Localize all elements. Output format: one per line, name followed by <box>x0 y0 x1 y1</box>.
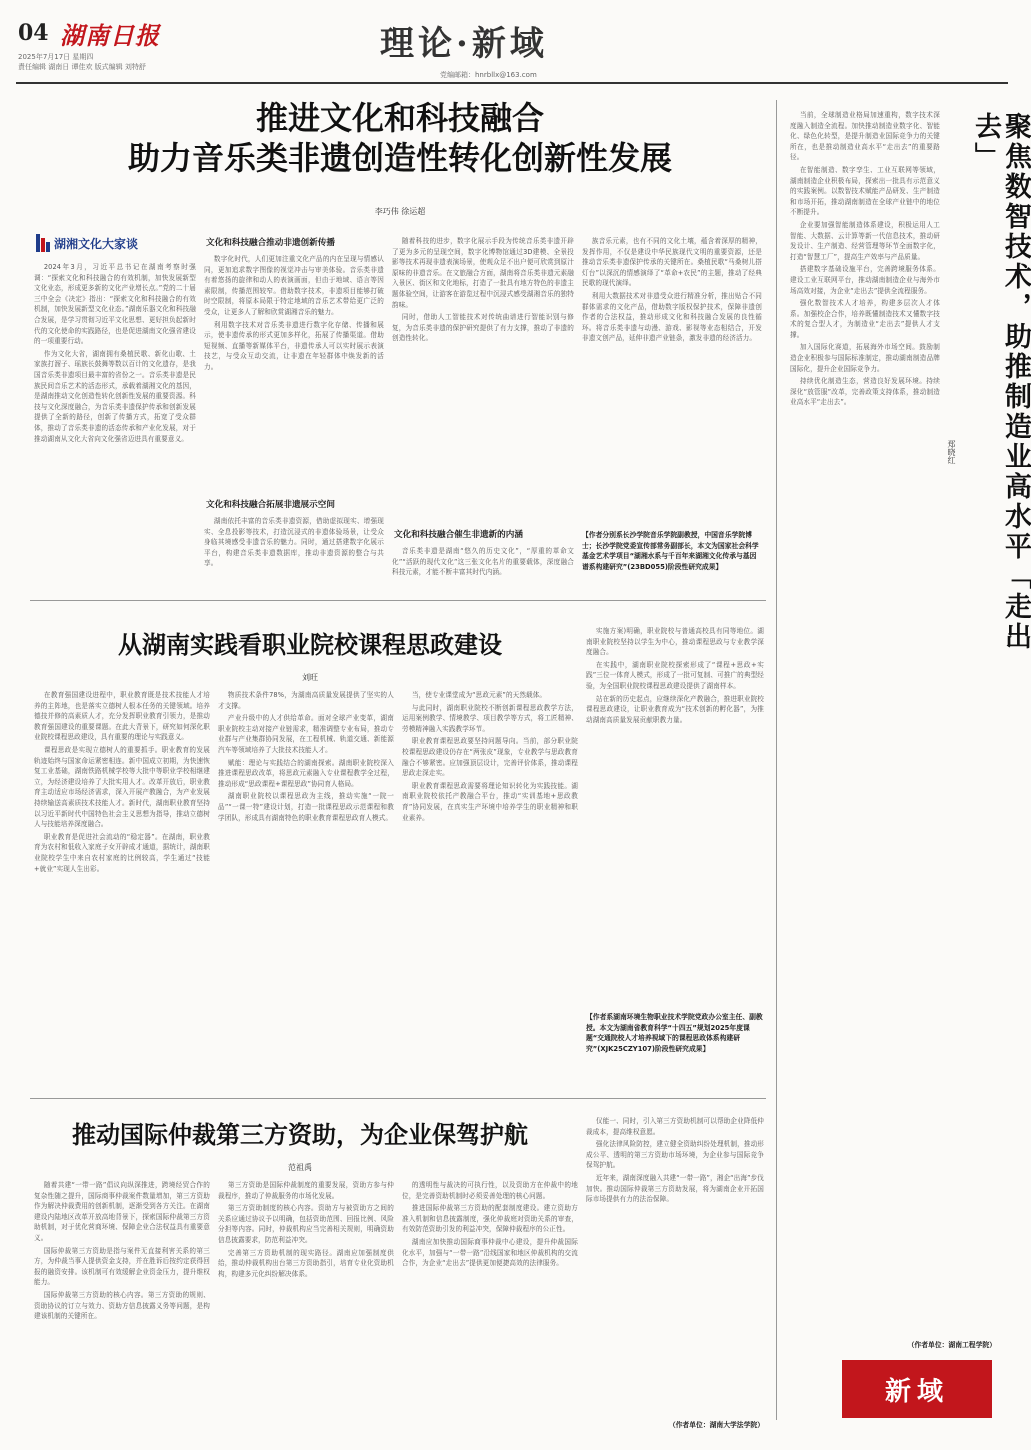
paragraph: 作为文化大省，湖南拥有桑植民歌、新化山歌、土家族打溜子、瑶族长鼓舞等数以百计的文化遗存，是我国音乐类非遗项目最丰富的省份之一。音乐类非遗是民族民间音乐艺术的活态形式，承载着湖湘文化的基因，是湖南推动文化创造性转化创新性发展的重要资源。科技与文化深度融合，为音乐类非遗保护传承和创新发展提供了全新的路径，创新了传播方式，拓宽了受众群体，推动了音乐类非遗的活态传承和产业化发展，对于推动湖南从文化大省向文化强省迈进具有重要意义。 <box>34 349 196 443</box>
paragraph: 近年来，湖南深度融入共建“一带一路”，湘企“出海”步伐加快。推动国际仲裁第三方资助发展，将为湖南企业开拓国际市场提供有力的法治保障。 <box>586 1173 764 1204</box>
paragraph: 2024年3月，习近平总书记在湖南考察时强调：“探索文化和科技融合的有效机制，加快发展新型文化业态，形成更多新的文化产业增长点。”党的二十届三中全会《决定》指出：“探索文化和科技融合的有效机制，加快发展新型文化业态。”湖南乐器文化和科技融合发展，是学习贯彻习近平文化思想、更好担负起新时代的文化使命的实践路径，也是促进湖南文化强省建设的一项重要行动。 <box>34 263 196 346</box>
article1-col1 <box>34 262 196 592</box>
paragraph: 课程思政是实现立德树人的重要抓手。职业教育的发展轨迹始终与国家命运紧密相连。新中国成立初期，为快速恢复工业基础，湖南铁路机械学校等大批中等职业学校相继建立，为经济建设培养了大批实用人才。改革开放后，职业教育主动适应市场经济需求，深入开展产教融合，为产业发展持续输送高素质技术技能人才。新时代，湖南职业教育坚持以习近平新时代中国特色社会主义思想为指导，推动立德树人与技能培养深度融合。 <box>34 745 210 829</box>
article-divider <box>30 600 766 601</box>
paper-logo: 湖南日报 <box>60 21 160 50</box>
paragraph: 职业教育课程思政需要将理论知识转化为实践技能。湖南职业院校依托产教融合平台，推动“实训基地+思政教育”协同发展，在真实生产环境中培养学生的职业精神和职业素养。 <box>402 781 578 822</box>
article2-author: 刘旺 <box>302 673 318 682</box>
paragraph: 利用数字技术对音乐类非遗进行数字化存储、传播和展示，使非遗传承的形式更加多样化，拓展了传播渠道。借助短视频、直播等新媒体平台，非遗传承人可以实时展示表演技艺，与受众互动交流，让非遗在年轻群体中焕发新的活力。 <box>204 320 384 371</box>
paragraph: 强化数智技术人才培养，构建多层次人才体系。加强校企合作，培养既懂制造技术又懂数字技术的复合型人才，为制造业“走出去”提供人才支撑。 <box>790 299 940 339</box>
paragraph: 强化法律风险防控，建立健全资助纠纷处理机制，推动形成公平、透明的第三方资助市场环境，为企业参与国际竞争保驾护航。 <box>586 1140 764 1170</box>
paragraph: 国际仲裁第三方资助的核心内容。第三方资助的规则、资助协议的订立与效力、资助方信息披露义务等问题，是构建该机制的关键所在。 <box>34 1290 210 1321</box>
paragraph: 推进国际仲裁第三方资助的配套制度建设。建立资助方准入机制和信息披露制度，强化仲裁庭对资助关系的审查，有效防范资助引发的利益冲突，保障仲裁程序的公正性。 <box>402 1204 578 1234</box>
article1-col2 <box>204 254 384 490</box>
section-editor: 党编邮箱：hnrbllx@163.com <box>440 71 537 79</box>
article1-subheading3: 文化和科技融合催生非遗新的内涵 <box>394 530 523 540</box>
article3-col1 <box>34 1180 210 1430</box>
article1-subheading2: 文化和科技融合拓展非遗展示空间 <box>206 500 335 510</box>
article1-title <box>40 98 760 178</box>
paragraph: 当前，全球制造业格局加速重构，数字技术深度融入制造全流程。加快推动制造业数字化、智能化、绿色化转型，是提升制造业国际竞争力的关键所在，也是推动制造业高水平“走出去”的重要路径。 <box>790 111 940 162</box>
paragraph: 完善第三方资助机制的现实路径。湖南应加强制度供给，推动仲裁机构出台第三方资助指引，培育专业化资助机构，构建多元化纠纷解决体系。 <box>218 1248 394 1278</box>
article2-col3 <box>402 690 578 1090</box>
paragraph: 在智能制造、数字孪生、工业互联网等领域，湖南制造企业积极布局，探索出一批具有示范意义的实践案例。以数智技术赋能产品研发、生产制造和市场开拓，推动湖南制造在全球产业链中的地位不断提升。 <box>790 165 940 217</box>
article2-col2 <box>218 690 394 1090</box>
paragraph: 随着共建“一带一路”倡议向纵深推进，跨境经贸合作的复杂性随之提升，国际商事仲裁案件数量增加，第三方资助作为解决仲裁费用的创新机制，逐渐受到各方关注。在湖南建设内陆地区改革开放高地背景下，探索国际仲裁第三方资助机制，对于优化营商环境、保障企业合法权益具有重要意义。 <box>34 1181 210 1242</box>
paragraph: 搭建数字基础设施平台，完善跨境服务体系。建设工业互联网平台，推动湖南制造企业与海外市场高效对接，为企业“走出去”提供全流程服务。 <box>790 265 940 295</box>
paragraph: 职业教育课程思政要坚持问题导向。当前，部分职业院校课程思政建设仍存在“两张皮”现象，专业教学与思政教育融合不够紧密。应加强顶层设计，完善评价体系，推动课程思政走深走实。 <box>402 737 578 778</box>
article2-note: 【作者系湖南环境生物职业技术学院党政办公室主任、副教授。本文为湖南省教育科学“十四五”规划2025年度课题“交通院校人才培养视域下的课程思政体系构建研究”(XJK25CZY107)阶段性研究成果】 <box>586 1013 763 1053</box>
article1-title-line1: 推进文化和科技融合 <box>255 99 544 137</box>
paragraph: 赋能：理论与实践结合的湖南探索。湖南职业院校深入推进课程思政改革，将思政元素融入专业课程教学全过程，推动形成“思政课程+课程思政”协同育人格局。 <box>218 758 394 788</box>
paragraph: 第三方资助制度的核心内容。资助方与被资助方之间的关系应通过协议予以明确，包括资助范围、回报比例、风险分担等内容。同时，仲裁机构应当完善相关规则，明确资助信息披露要求，防范利益冲突。 <box>218 1204 394 1244</box>
article3-col2 <box>218 1180 394 1430</box>
masthead-meta <box>18 52 146 72</box>
paragraph: 在教育强国建设进程中，职业教育既是技术技能人才培养的主阵地，也是落实立德树人根本任务的关键领域。培养德技并修的高素质人才，充分发挥职业教育引领力，是推动教育强国建设的重要课题。在此大背景下，研究如何深化职业院校课程思政建设，具有重要的理论与实践意义。 <box>34 691 210 742</box>
column-label <box>36 234 138 252</box>
masthead-meta-editors: 責任编辑 湖南日 谭佳欢 版式编辑 刘特舒 <box>18 63 146 71</box>
paragraph: 利用大数据技术对非遗受众进行精准分析，推出贴合不同群体需求的文化产品，借助数字版权保护技术，保障非遗创作者的合法权益，推动形成文化和科技融合发展的良性循环。将音乐类非遗与动漫、游戏、影视等业态相结合，开发非遗文创产品，延伸非遗产业链条，激发非遗的经济活力。 <box>582 291 762 343</box>
paragraph: 持续优化制造生态，营造良好发展环境。持续深化“放管服”改革，完善政策支持体系，推动制造业高水平“走出去”。 <box>790 377 940 407</box>
paragraph: 产业升级中的人才供给革命。面对全球产业变革，湖南职业院校主动对接产业链需求，精准调整专业布局，推动专业群与产业集群协同发展，在工程机械、轨道交通、新能源汽车等领域培养了大批技术技能人才。 <box>218 714 394 754</box>
paragraph: 在实践中，湖南职业院校探索形成了“课程+思政+实践”三位一体育人模式，形成了一批可复制、可推广的典型经验，为全国职业院校课程思政建设提供了湖南样本。 <box>586 660 764 690</box>
section-title: 理论·新域 <box>380 24 548 64</box>
section-badge: 新域 <box>842 1360 992 1418</box>
paragraph: 企业要加强智能制造体系建设，积极运用人工智能、大数据、云计算等新一代信息技术，推动研发设计、生产制造、经营管理等环节全面数字化，打造“智慧工厂”，提高生产效率与产品质量。 <box>790 220 940 261</box>
paragraph: 数字化时代，人们更加注重文化产品的内在呈现与情感认同，更加追求数字图像的视觉冲击与审美体验。音乐类非遗有着悠扬的旋律和动人的表演画面，但由于地域、语言等因素限制，传播范围较窄。借助数字技术，非遗项目能够打破时空限制，将原本局限于特定地域的音乐艺术带给更广泛的受众，让更多人了解和欣赏湖湘音乐的魅力。 <box>204 255 384 316</box>
paragraph: 音乐类非遗是湖南“悠久的历史文化”，“厚重的革命文化”“活跃的现代文化”这三张文化名片的重要载体，深度融合科技元素，才能不断丰富其时代内涵。 <box>392 547 574 577</box>
article1-author: 李巧伟 徐运超 <box>374 207 426 216</box>
paragraph: 站在新的历史起点，应继续深化产教融合，推进职业院校课程思政建设，让职业教育成为“技术创新的孵化器”，为推动湖南高质量发展贡献职教力量。 <box>586 694 764 724</box>
paragraph: 的透明性与裁决的可执行性，以及资助方在仲裁中的地位，是完善资助机制时必须妥善处理的核心问题。 <box>402 1181 578 1200</box>
article4-note: （作者单位：湖南工程学院） <box>907 1341 996 1349</box>
paragraph: 同时，借助人工智能技术对传统曲谱进行智能识别与修复，为音乐类非遗的保护研究提供了有力支撑，推动了非遗的创造性转化。 <box>392 313 574 343</box>
column-label-icon <box>36 234 50 252</box>
article2-col4 <box>586 626 764 1006</box>
paragraph: 国际仲裁第三方资助是指与案件无直接利害关系的第三方，为仲裁当事人提供资金支持，并在胜诉后按约定获得回报的融资安排。该机制可有效缓解企业资金压力，提升维权能力。 <box>34 1246 210 1287</box>
article1-subheading1: 文化和科技融合推动非遗创新传播 <box>206 238 335 248</box>
masthead-rule <box>16 82 1008 84</box>
masthead-meta-date: 2025年7月17日 星期四 <box>18 53 94 61</box>
article4-author: 郑晓红 <box>947 440 956 464</box>
article1-title-line2: 助力音乐类非遗创造性转化创新性发展 <box>127 139 672 177</box>
paragraph: 族音乐元素，也有不同的文化土壤，蕴含着深厚的精神，发挥作用，不仅是建设中华民族现代文明的重要资源，还是推动音乐类非遗保护传承的关键所在。桑植民歌“马桑树儿搭灯台”以深沉的情感演绎了“革命+农民”的主题，推动了经典民歌的现代演绎。 <box>582 237 762 288</box>
article3-note: （作者单位：湖南大学法学院） <box>668 1421 764 1429</box>
paragraph: 实施方案)明确，职业院校与普通高校具有同等地位。湖南职业院校坚持以学生为中心，推动课程思政与专业教学深度融合。 <box>586 627 764 657</box>
paragraph: 仅能一、同时，引入第三方资助机制可以帮助企业降低仲裁成本，提高维权意愿。 <box>586 1117 764 1136</box>
column-divider <box>776 100 777 1420</box>
paragraph: 物质技术条件78%，为湖南高质量发展提供了坚实的人才支撑。 <box>218 691 394 710</box>
article-divider <box>30 1098 766 1099</box>
paragraph: 与此同时，湖南职业院校不断创新课程思政教学方法，运用案例教学、情境教学、项目教学等方式，将工匠精神、劳模精神融入实践教学环节。 <box>402 703 578 733</box>
article1-col3b <box>392 546 574 592</box>
paragraph: 第三方资助是国际仲裁制度的重要发展，资助方参与仲裁程序，推动了仲裁服务的市场化发展。 <box>218 1181 394 1200</box>
article1-note: 【作者分别系长沙学院音乐学院副教授，中国音乐学院博士；长沙学院党委宣传部常务副部长，本文为国家社会科学基金艺术学项目“湖湘水系与千百年来湖湘文化传承与基因谱系构建研究”(23BD055)阶段性研究成果】 <box>582 531 759 571</box>
article4-col <box>790 110 940 1300</box>
article4-title: 聚焦数智技术，助推制造业高水平「走出去」 <box>970 112 1031 652</box>
article3-col4 <box>586 1116 764 1416</box>
column-label-text: 湖湘文化大家谈 <box>54 236 139 251</box>
paragraph: 职业教育是促进社会流动的“稳定器”。在湖南，职业教育为农村和低收入家庭子女开辟成才通道，据统计，湖南职业院校学生中来自农村家庭的比例较高，学生通过“技能+就业”实现人生出彩。 <box>34 832 210 873</box>
page-number: 04 <box>18 20 49 46</box>
paragraph: 湖南依托丰富的音乐类非遗资源，借助虚拟现实、增强现实、全息投影等技术，打造沉浸式的非遗体验场景，让受众身临其境感受非遗音乐的魅力。同时，通过搭建数字化展示平台，构建音乐类非遗数据库，推动非遗资源的整合与共享。 <box>204 517 384 568</box>
article3-col3 <box>402 1180 578 1430</box>
article1-col3 <box>392 236 574 526</box>
paragraph: 当，使专业课堂成为“思政元素”的天然载体。 <box>411 691 547 699</box>
paragraph: 随着科技的进步，数字化展示手段为传统音乐类非遗开辟了更为多元的呈现空间，数字化博物馆通过3D建模、全景投影等技术再现非遗表演场景，使观众足不出户便可欣赏到原汁原味的非遗音乐。在文旅融合方面，湖南将音乐类非遗元素融入景区、街区和文化地标，打造了一批具有地方特色的非遗主题体验空间，让游客在游览过程中沉浸式感受湖湘音乐的独特韵味。 <box>392 237 574 309</box>
article3-author: 范祖禹 <box>288 1163 312 1172</box>
article1-col4 <box>582 236 762 526</box>
paragraph: 加入国际化赛道，拓展海外市场空间。鼓励制造企业积极参与国际标准制定，推动湖南制造品牌国际化，提升企业国际竞争力。 <box>790 343 940 373</box>
article1-col2b <box>204 516 384 592</box>
article2-title: 从湖南实践看职业院校课程思政建设 <box>118 630 502 659</box>
article2-col1 <box>34 690 210 1090</box>
article3-title: 推动国际仲裁第三方资助，为企业保驾护航 <box>72 1120 528 1149</box>
paragraph: 湖南应加快推动国际商事仲裁中心建设，提升仲裁国际化水平，加强与“一带一路”沿线国家和地区仲裁机构的交流合作，为企业“走出去”提供更加便捷高效的法律服务。 <box>402 1237 578 1268</box>
paragraph: 湖南职业院校以课程思政为主线，推动实施“一院一品”“一课一特”建设计划，打造一批课程思政示范课程和教学团队，形成具有湖南特色的职业教育课程思政育人模式。 <box>218 792 394 822</box>
